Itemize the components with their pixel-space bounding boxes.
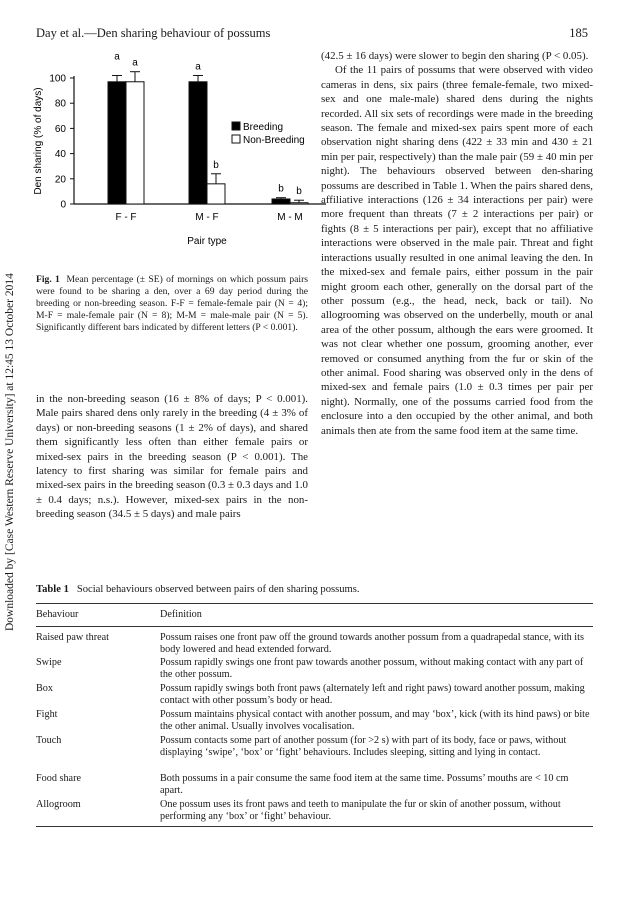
y-tick-label: 0 xyxy=(60,199,66,211)
right-column xyxy=(321,49,593,438)
y-tick-label: 100 xyxy=(49,73,66,85)
running-header xyxy=(36,26,588,41)
table-label: Table 1 xyxy=(36,584,69,595)
x-tick-label: M - F xyxy=(195,212,219,223)
header-definition: Definition xyxy=(160,609,202,620)
bar-breeding xyxy=(189,82,207,204)
significance-letter: b xyxy=(213,159,219,171)
behaviour-cell: Touch xyxy=(36,735,62,746)
download-watermark: Downloaded by [Case Western Reserve University] at 12:45 13 October 2014 xyxy=(4,273,16,631)
behaviour-cell: Food share xyxy=(36,773,81,784)
behaviour-cell: Box xyxy=(36,683,53,694)
left-column xyxy=(36,392,308,522)
figure-caption-text: Mean percentage (± SE) of mornings on which possum pairs were found to be sharing a den, over a 69 day period during the breeding or non-breeding season. F-F = female-female pair (N = 4); M-F = male-female pair (N = 8); M-M = male-male pair (N = 5). Significantly different bars indicated by different letters (P < 0.001). xyxy=(36,274,308,333)
definition-cell: Possum rapidly swings both front paws (alternately left and right paws) toward another possum, making contact with other possum’s body or head. xyxy=(160,683,585,707)
y-tick-label: 80 xyxy=(54,98,66,110)
definition-cell: Possum raises one front paw off the ground towards another possum from a quadrapedal stance, with its body lowered and head extended forward. xyxy=(160,632,584,656)
bar-breeding xyxy=(108,82,126,204)
legend-swatch xyxy=(232,135,240,143)
y-axis-label: Den sharing (% of days) xyxy=(33,87,44,195)
left-column-paragraph: in the non-breeding season (16 ± 8% of days; P < 0.001). Male pairs shared dens only rarely in the breeding (4 ± 3% of days) or non-breeding seasons (1 ± 2% of days), and shared them significantly less often than either female pairs or mixed-sex pairs in the breeding season (P < 0.001). The latency to first sharing was similar for female pairs and mixed-sex pairs in the breeding season (0.3 ± 0.3 days and 1.0 ± 0.4 days; n.s.). However, mixed-sex pairs in the non-breeding season (34.5 ± 5 days) and male pairs xyxy=(36,393,308,521)
bar-non-breeding xyxy=(207,184,225,204)
significance-letter: a xyxy=(195,61,201,73)
table-bottom-rule xyxy=(36,826,593,827)
behaviour-cell: Fight xyxy=(36,709,58,720)
definition-cell: One possum uses its front paws and teeth to manipulate the fur or skin of another possum, without performing any ‘box’ or ‘fight’ behaviour. xyxy=(160,799,561,823)
definition-cell: Possum maintains physical contact with another possum, and may ‘box’, kick (with its hind paws) or bite the other animal. Usually involves vocalisation. xyxy=(160,709,590,733)
behaviour-cell: Raised paw threat xyxy=(36,632,109,643)
significance-letter: a xyxy=(132,57,138,69)
header-behaviour: Behaviour xyxy=(36,609,79,620)
table-header-rule xyxy=(36,626,593,627)
right-paragraph-1: (42.5 ± 16 days) were slower to begin den sharing (P < 0.05). xyxy=(321,50,589,62)
bar-non-breeding xyxy=(126,82,144,204)
y-tick-label: 60 xyxy=(54,123,66,135)
legend-label: Non-Breeding xyxy=(243,135,305,146)
figure-caption xyxy=(36,274,308,334)
definition-cell: Possum contacts some part of another possum (for >2 s) with part of its body, face or paws, without displaying ‘swipe’, ‘box’ or ‘fight’ behaviours. Includes sleeping, sitting and lying in contact. xyxy=(160,735,567,759)
figure-label: Fig. 1 xyxy=(36,274,60,285)
x-axis-label: Pair type xyxy=(187,236,227,247)
running-title: Day et al.—Den sharing behaviour of possums xyxy=(36,26,271,40)
page-number: 185 xyxy=(569,26,588,40)
table-title xyxy=(36,584,360,595)
behaviour-cell: Allogroom xyxy=(36,799,81,810)
bar-non-breeding xyxy=(290,203,308,204)
significance-letter: b xyxy=(296,186,302,198)
significance-letter: a xyxy=(114,51,120,63)
bar-breeding xyxy=(272,199,290,204)
right-paragraph-2: Of the 11 pairs of possums that were observed with video cameras in dens, six pairs (three female-female, two mixed-sex and one male-male) shared dens during the nights recorded. All six sets of recordings were made in the breeding season. The female and mixed-sex pairs spent more of each observation night sharing dens (422 ± 33 min and 430 ± 21 min per pair, respectively) than the male pair (59 ± 40 min per night). The behaviours observed between den-sharing possums are described in Table 1. When the pairs shared dens, affiliative interactions (126 ± 34 interactions per pair) were more frequent than threats (7 ± 2 interactions per pair) or fights (8 ± 5 interactions per pair), except that no affiliative interactions were observed in the male pair. Threat and fight interactions usually resulted in one animal leaving the den. In the mixed-sex and female pairs, either possum in the pair might groom each other, generally on the dorsal part of the other possum (e.g., the head, neck, back or tail). No allogrooming was observed on the underbelly, mouth or anal area of the other possum, although the ears were groomed. It was not clear whether one possum, grooming another, ever removed or consumed anything from the fur or skin of the other animal. Food sharing was observed only in the dens of mixed-sex and female pairs (1.0 ± 0.3 times per pair per night). Normally, one of the possums carried food from the enclosure into a den occupied by the other animal, and both animals then ate from the same food item at the same time. xyxy=(321,64,593,437)
y-tick-label: 20 xyxy=(54,174,66,186)
legend-label: Breeding xyxy=(243,122,284,133)
figure-1-chart xyxy=(28,50,328,265)
y-tick-label: 40 xyxy=(54,149,66,161)
table-top-rule xyxy=(36,603,593,604)
x-tick-label: F - F xyxy=(115,212,137,223)
table-caption: Social behaviours observed between pairs of den sharing possums. xyxy=(76,584,360,595)
definition-cell: Possum rapidly swings one front paw towards another possum, without making contact with any part of the other possum. xyxy=(160,657,584,681)
behaviour-cell: Swipe xyxy=(36,657,62,668)
legend-swatch xyxy=(232,122,240,130)
x-tick-label: M - M xyxy=(277,212,303,223)
definition-cell: Both possums in a pair consume the same food item at the same time. Possums’ mouths are < 10 cm apart. xyxy=(160,773,569,797)
significance-letter: b xyxy=(278,183,284,195)
